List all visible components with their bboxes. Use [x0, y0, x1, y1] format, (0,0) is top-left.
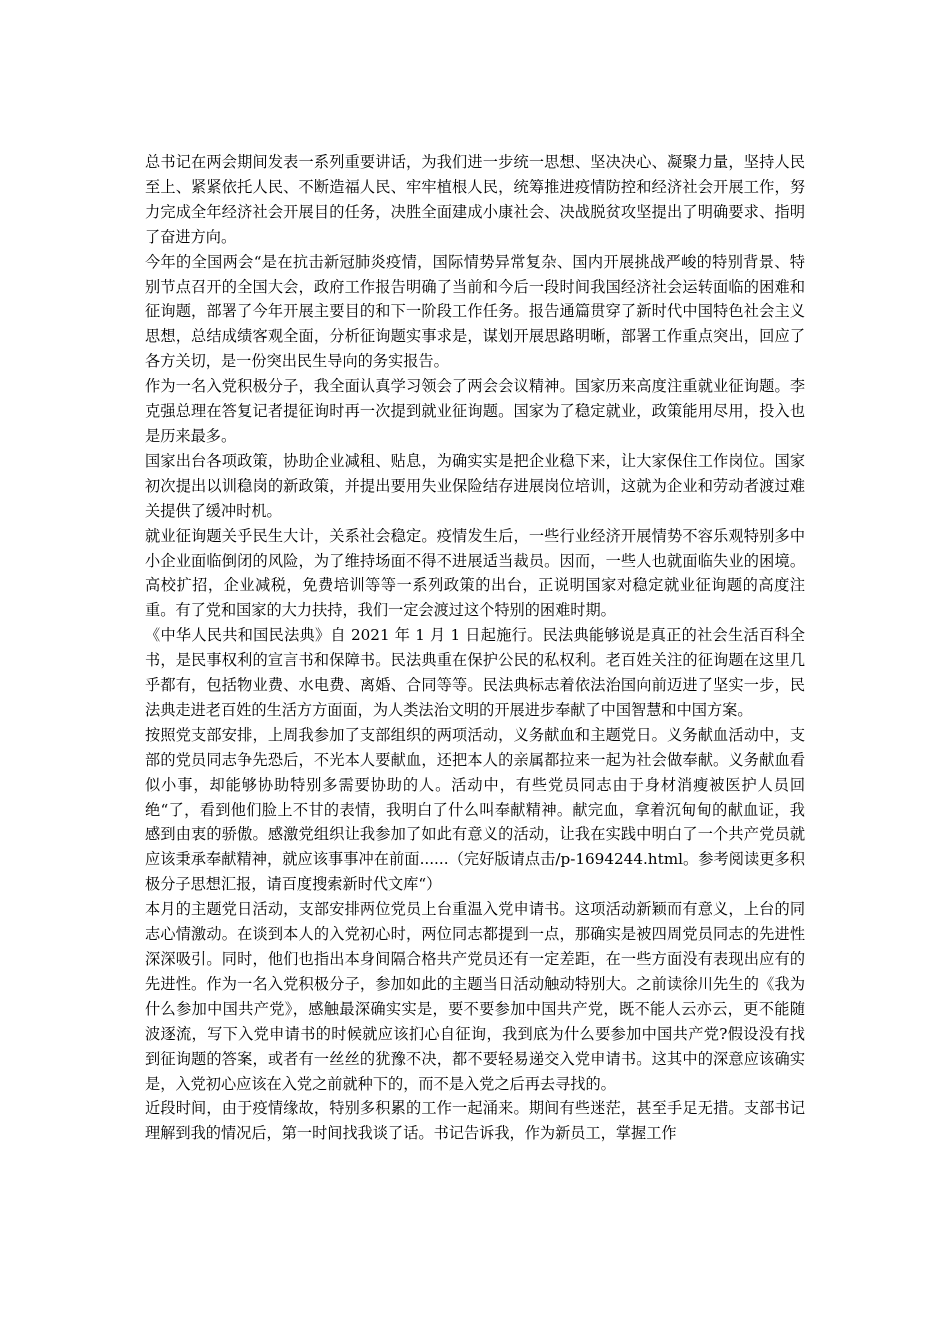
paragraph-3: 作为一名入党积极分子，我全面认真学习领会了两会会议精神。国家历来高度注重就业征询题。李克强总理在答复记者提征询时再一次提到就业征询题。国家为了稳定就业，政策能用尽用，投入也是历来最多。 — [145, 377, 805, 445]
paragraph-1: 总书记在两会期间发表一系列重要讲话，为我们进一步统一思想、坚决决心、凝聚力量，坚持人民至上、紧紧依托人民、不断造福人民、牢牢植根人民，统筹推进疫情防控和经济社会开展工作，努力完成全年经济社会开展目的任务，决胜全面建成小康社会、决战脱贫攻坚提出了明确要求、指明了奋进方向。 — [145, 153, 805, 246]
paragraph-9: 近段时间，由于疫情缘故，特别多积累的工作一起涌来。期间有些迷茫，甚至手足无措。支部书记理解到我的情况后，第一时间找我谈了话。书记告诉我，作为新员工，掌握工作 — [145, 1099, 805, 1143]
paragraph-8: 本月的主题党日活动，支部安排两位党员上台重温入党申请书。这项活动新颖而有意义，上台的同志心情激动。在谈到本人的入党初心时，两位同志都提到一点，那确实是被四周党员同志的先进性深深吸引。同时，他们也指出本身间隔合格共产党员还有一定差距，在一些方面没有表现出应有的先进性。作为一名入党积极分子，参加如此的主题当日活动触动特别大。之前读徐川先生的《我为什么参加中国共产党》，感触最深确实实是，要不要参加中国共产党，既不能人云亦云，更不能随波逐流，写下入党申请书的时候就应该扪心自征询，我到底为什么要参加中国共产党?假设没有找到征询题的答案，或者有一丝丝的犹豫不决，都不要轻易递交入党申请书。这其中的深意应该确实是，入党初心应该在入党之前就种下的，而不是入党之后再去寻找的。 — [145, 900, 805, 1093]
paragraph-4: 国家出台各项政策，协助企业减租、贴息，为确实实是把企业稳下来，让大家保住工作岗位。国家初次提出以训稳岗的新政策，并提出要用失业保险结存进展岗位培训，这就为企业和劳动者渡过难关提供了缓冲时机。 — [145, 451, 805, 520]
document-body — [145, 150, 805, 1146]
paragraph-2: 今年的全国两会“是在抗击新冠肺炎疫情，国际情势异常复杂、国内开展挑战严峻的特别背景、特别节点召开的全国大会，政府工作报告明确了当前和今后一段时间我国经济社会运转面临的困难和征询题，部署了今年开展主要目的和下一阶段工作任务。报告通篇贯穿了新时代中国特色社会主义思想，总结成绩客观全面，分析征询题实事求是，谋划开展思路明晰，部署工作重点突出，回应了各方关切，是一份突出民生导向的务实报告。 — [145, 252, 805, 371]
paragraph-7: 按照党支部安排，上周我参加了支部组织的两项活动，义务献血和主题党日。义务献血活动中，支部的党员同志争先恐后，不光本人要献血，还把本人的亲属都拉来一起为社会做奉献。义务献血看似小事，却能够协助特别多需要协助的人。活动中，有些党员同志由于身材消瘦被医护人员回绝“了，看到他们脸上不甘的表情，我明白了什么叫奉献精神。献完血，拿着沉甸甸的献血证，我感到由衷的骄傲。感激党组织让我参加了如此有意义的活动，让我在实践中明白了一个共产党员就应该秉承奉献精神，就应该事事冲在前面......（完好版请点击/p-1694244.html。参考阅读更多积极分子思想汇报，请百度搜索新时代文库“） — [145, 725, 805, 894]
paragraph-6: 《中华人民共和国民法典》自 2021 年 1 月 1 日起施行。民法典能够说是真正的社会生活百科全书，是民事权利的宣言书和保障书。民法典重在保护公民的私权利。老百姓关注的征询题在这里几乎都有，包括物业费、水电费、离婚、合同等等。民法典标志着依法治国向前迈进了坚实一步，民法典走进老百姓的生活方方面面，为人类法治文明的开展进步奉献了中国智慧和中国方案。 — [145, 626, 805, 719]
paragraph-5: 就业征询题关乎民生大计，关系社会稳定。疫情发生后，一些行业经济开展情势不容乐观特别多中小企业面临倒闭的风险，为了维持场面不得不进展适当裁员。因而，一些人也就面临失业的困境。高校扩招，企业减税，免费培训等等一系列政策的出台，正说明国家对稳定就业征询题的高度注重。有了党和国家的大力扶持，我们一定会渡过这个特别的困难时期。 — [145, 526, 805, 620]
